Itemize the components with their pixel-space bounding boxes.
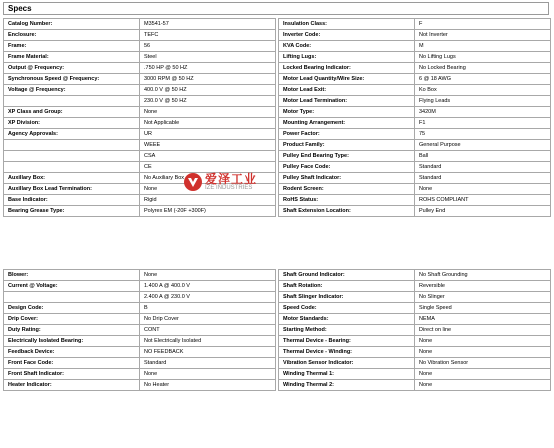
spec-row [279, 85, 551, 96]
spec-label: Winding Thermal 2: [279, 380, 415, 391]
spec-value: M3541-57 [140, 19, 276, 30]
spec-value: No Lifting Lugs [415, 52, 551, 63]
spec-label [4, 151, 140, 162]
spec-value: F1 [415, 118, 551, 129]
spec-label: Motor Lead Quantity/Wire Size: [279, 74, 415, 85]
spec-row [4, 281, 276, 292]
spec-value: No Auxiliary Box [140, 173, 276, 184]
spec-label: Lifting Lugs: [279, 52, 415, 63]
page-title: Specs [8, 4, 32, 13]
spec-value: None [140, 184, 276, 195]
spec-value: Pulley End [415, 206, 551, 217]
spec-label: Base Indicator: [4, 195, 140, 206]
spec-value: No Vibration Sensor [415, 358, 551, 369]
spec-label: Front Shaft Indicator: [4, 369, 140, 380]
spec-value: 3000 RPM @ 50 HZ [140, 74, 276, 85]
spec-row [279, 162, 551, 173]
spec-label [4, 96, 140, 107]
spec-label: Product Family: [279, 140, 415, 151]
spec-label: Locked Bearing Indicator: [279, 63, 415, 74]
spec-value: None [415, 184, 551, 195]
spec-label: Frame: [4, 41, 140, 52]
spec-label [4, 140, 140, 151]
spec-value: Ko Box [415, 85, 551, 96]
spec-label: Agency Approvals: [4, 129, 140, 140]
spec-value: F [415, 19, 551, 30]
spec-row [279, 314, 551, 325]
spec-value: 400.0 V @ 50 HZ [140, 85, 276, 96]
spec-row [279, 63, 551, 74]
spec-value: ROHS COMPLIANT [415, 195, 551, 206]
spec-value: Reversible [415, 281, 551, 292]
spec-value: CE [140, 162, 276, 173]
ize-logo-icon [183, 171, 203, 193]
spec-label: Front Face Code: [4, 358, 140, 369]
spec-row [279, 19, 551, 30]
spec-value: 1.400 A @ 400.0 V [140, 281, 276, 292]
spec-label: Duty Rating: [4, 325, 140, 336]
spec-row [279, 270, 551, 281]
spec-label: Heater Indicator: [4, 380, 140, 391]
spec-row [279, 206, 551, 217]
spec-value: Rigid [140, 195, 276, 206]
spec-value: Direct on line [415, 325, 551, 336]
spec-label: Motor Type: [279, 107, 415, 118]
spec-value: No Slinger [415, 292, 551, 303]
watermark-cn: 爱泽工业 [205, 172, 258, 186]
spec-label: Mounting Arrangement: [279, 118, 415, 129]
spec-label: Pulley Shaft Indicator: [279, 173, 415, 184]
spec-value: Standard [415, 162, 551, 173]
spec-row [279, 347, 551, 358]
spec-value: Standard [415, 173, 551, 184]
spec-row [4, 358, 276, 369]
spec-label: Pulley End Bearing Type: [279, 151, 415, 162]
spec-row [4, 107, 276, 118]
spec-label: Electrically Isolated Bearing: [4, 336, 140, 347]
spec-row [279, 184, 551, 195]
spec-table-right-top [278, 18, 551, 217]
spec-label: Vibration Sensor Indicator: [279, 358, 415, 369]
spec-row [4, 96, 276, 107]
spec-label: Design Code: [4, 303, 140, 314]
spec-row [4, 74, 276, 85]
spec-label: Auxillary Box Lead Termination: [4, 184, 140, 195]
spec-row [4, 140, 276, 151]
spec-row [279, 380, 551, 391]
spec-value: Polyrex EM (-20F +300F) [140, 206, 276, 217]
spec-row [279, 303, 551, 314]
spec-value: B [140, 303, 276, 314]
spec-label: XP Division: [4, 118, 140, 129]
spec-value: 2.400 A @ 230.0 V [140, 292, 276, 303]
spec-row [4, 336, 276, 347]
spec-row [4, 206, 276, 217]
spec-value: General Purpose [415, 140, 551, 151]
spec-row [279, 336, 551, 347]
spec-label: Blower: [4, 270, 140, 281]
spec-row [4, 52, 276, 63]
spec-label [4, 292, 140, 303]
spec-row [279, 140, 551, 151]
watermark-en: IZE INDUSTRIES [205, 185, 253, 191]
spec-row [279, 129, 551, 140]
spec-label: Insulation Class: [279, 19, 415, 30]
spec-row [4, 118, 276, 129]
spec-label: Winding Thermal 1: [279, 369, 415, 380]
spec-value: .750 HP @ 50 HZ [140, 63, 276, 74]
spec-value: 6 @ 18 AWG [415, 74, 551, 85]
spec-row [4, 303, 276, 314]
spec-row [279, 107, 551, 118]
spec-value: Not Inverter [415, 30, 551, 41]
spec-value: None [415, 369, 551, 380]
spec-label: RoHS Status: [279, 195, 415, 206]
spec-row [279, 173, 551, 184]
spec-value: Standard [140, 358, 276, 369]
spec-row [279, 151, 551, 162]
spec-label: Catalog Number: [4, 19, 140, 30]
spec-label: Bearing Grease Type: [4, 206, 140, 217]
spec-value: TEFC [140, 30, 276, 41]
spec-row [279, 281, 551, 292]
spec-row [4, 19, 276, 30]
spec-label: Current @ Voltage: [4, 281, 140, 292]
spec-label: Shaft Extension Location: [279, 206, 415, 217]
spec-label: KVA Code: [279, 41, 415, 52]
spec-value: 3420M [415, 107, 551, 118]
spec-label: Inverter Code: [279, 30, 415, 41]
spec-label: XP Class and Group: [4, 107, 140, 118]
spec-label: Shaft Ground Indicator: [279, 270, 415, 281]
spec-value: Not Applicable [140, 118, 276, 129]
spec-value: None [415, 336, 551, 347]
spec-value: 230.0 V @ 50 HZ [140, 96, 276, 107]
spec-row [4, 63, 276, 74]
spec-value: No Locked Bearing [415, 63, 551, 74]
spec-value: 75 [415, 129, 551, 140]
spec-row [4, 129, 276, 140]
spec-value: 56 [140, 41, 276, 52]
spec-value: None [415, 347, 551, 358]
spec-value: No Drip Cover [140, 314, 276, 325]
spec-value: None [140, 369, 276, 380]
spec-label: Frame Material: [4, 52, 140, 63]
spec-row [4, 30, 276, 41]
spec-label: Rodent Screen: [279, 184, 415, 195]
watermark-logo [183, 171, 273, 199]
spec-label: Motor Lead Termination: [279, 96, 415, 107]
spec-table-left-bottom [3, 269, 276, 391]
spec-label [4, 162, 140, 173]
spec-label: Auxillary Box: [4, 173, 140, 184]
spec-label: Output @ Frequency: [4, 63, 140, 74]
spec-value: Steel [140, 52, 276, 63]
spec-row [4, 41, 276, 52]
spec-row [4, 292, 276, 303]
spec-label: Voltage @ Frequency: [4, 85, 140, 96]
specs-header [3, 2, 549, 15]
spec-row [279, 41, 551, 52]
spec-label: Motor Lead Exit: [279, 85, 415, 96]
spec-label: Power Factor: [279, 129, 415, 140]
spec-row [4, 270, 276, 281]
spec-value: CONT [140, 325, 276, 336]
spec-value: No Heater [140, 380, 276, 391]
spec-value: Single Speed [415, 303, 551, 314]
spec-row [4, 325, 276, 336]
spec-row [4, 347, 276, 358]
spec-row [279, 30, 551, 41]
spec-label: Motor Standards: [279, 314, 415, 325]
spec-label: Shaft Slinger Indicator: [279, 292, 415, 303]
spec-value: Not Electrically Isolated [140, 336, 276, 347]
spec-label: Feedback Device: [4, 347, 140, 358]
spec-value: None [140, 107, 276, 118]
spec-value: NO FEEDBACK [140, 347, 276, 358]
spec-value: Flying Leads [415, 96, 551, 107]
spec-row [279, 369, 551, 380]
spec-value: No Shaft Grounding [415, 270, 551, 281]
spec-row [4, 85, 276, 96]
spec-row [279, 96, 551, 107]
spec-label: Thermal Device - Winding: [279, 347, 415, 358]
spec-value: None [140, 270, 276, 281]
spec-row [4, 369, 276, 380]
spec-row [279, 195, 551, 206]
spec-row [279, 325, 551, 336]
spec-row [279, 118, 551, 129]
spec-row [279, 292, 551, 303]
spec-row [279, 52, 551, 63]
spec-label: Starting Method: [279, 325, 415, 336]
spec-label: Speed Code: [279, 303, 415, 314]
spec-value: UR [140, 129, 276, 140]
spec-value: M [415, 41, 551, 52]
spec-row [4, 314, 276, 325]
spec-label: Pulley Face Code: [279, 162, 415, 173]
spec-label: Enclosure: [4, 30, 140, 41]
spec-label: Shaft Rotation: [279, 281, 415, 292]
spec-value: NEMA [415, 314, 551, 325]
spec-value: Ball [415, 151, 551, 162]
spec-label: Drip Cover: [4, 314, 140, 325]
spec-value: WEEE [140, 140, 276, 151]
spec-row [279, 74, 551, 85]
spec-label: Synchronous Speed @ Frequency: [4, 74, 140, 85]
spec-row [279, 358, 551, 369]
spec-row [4, 151, 276, 162]
spec-label: Thermal Device - Bearing: [279, 336, 415, 347]
spec-table-right-bottom [278, 269, 551, 391]
spec-value: None [415, 380, 551, 391]
spec-value: CSA [140, 151, 276, 162]
spec-row [4, 380, 276, 391]
